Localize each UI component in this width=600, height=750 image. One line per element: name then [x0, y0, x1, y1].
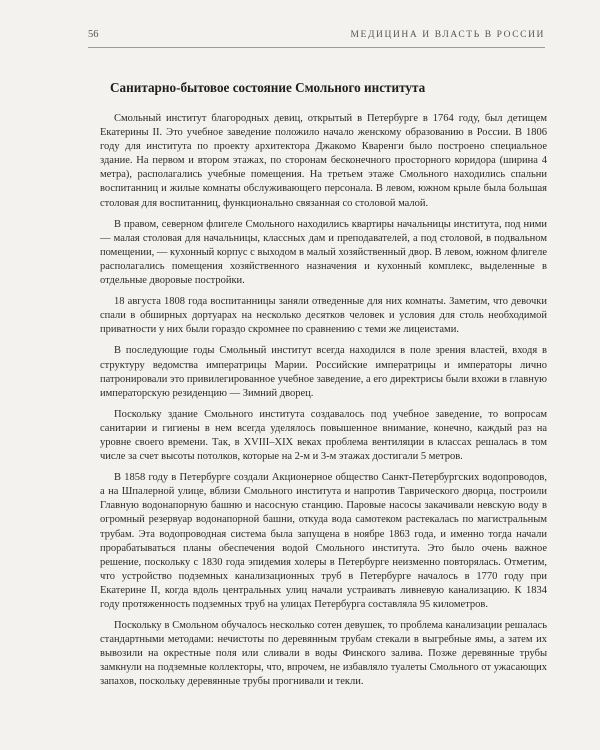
- section-title: Санитарно-бытовое состояние Смольного института: [110, 80, 426, 95]
- paragraph: 18 августа 1808 года воспитанницы заняли отведенные для них комнаты. Заметим, что девочки спали в обширных дортуарах на несколько десятков человек и условия для столь необходимой приватности у них были гораздо скромнее по сравнению с теми же лицеистами.: [100, 296, 547, 336]
- header-rule: [88, 47, 545, 48]
- running-head: [88, 29, 545, 45]
- paragraph: В 1858 году в Петербурге создали Акционерное общество Санкт-Петербургских водопроводов, а на Шпалерной улице, вблизи Смольного института и напротив Таврического дворца, построили Главную водонапорную башню и насосную станцию. Паровые насосы закачивали невскую воду в огромный резервуар водонапорной башни, откуда вода самотеком растекалась по магистральным трубам. Эта водопроводная система была запущена в ноябре 1863 года, и именно тогда начали прорабатываться планы обеспечения водой Смольного института. Это было очень важное решение, поскольку с 1830 года эпидемия холеры в Петербурге неизменно повторялась. Отметим, что устройство подземных канализационных труб в Петербурге началось в 1770 году при Екатерине II, когда вдоль центральных улиц начали устраивать ливневую канализацию. К 1834 году протяженность подземных труб на улицах Петербурга составляла 95 километров.: [100, 472, 547, 610]
- paragraph: В последующие годы Смольный институт всегда находился в поле зрения властей, входя в структуру ведомства императрицы Марии. Российские императрицы и императоры лично патронировали это привилегированное учебное заведение, а его директрисы были вхожи в главную императорскую резиденцию — Зимний дворец.: [100, 345, 547, 399]
- main-text: [100, 80, 547, 697]
- page-number: 56: [88, 29, 99, 40]
- paragraph: Поскольку здание Смольного института создавалось под учебное заведение, то вопросам санитарии и гигиены в нем всегда уделялось повышенное внимание, конечно, каждый раз на уровне своего времени. Так, в XVIII–XIX веках проблема вентиляции в классах решалась в том числе за счет высоты потолков, которые на 2-м и 3-м этажах достигали 5 метров.: [100, 408, 547, 463]
- paragraph: В правом, северном флигеле Смольного находились квартиры начальницы института, под ними — малая столовая для начальницы, классных дам и преподавателей, а под столовой, в подвальном помещении, — кухонный корпус с выходом в малый хозяйственный двор. В левом, южном флигеле располагались помещения хозяйственного назначения и кухонный комплекс, выделенные в отдельные дворовые постройки.: [100, 218, 547, 287]
- running-title: МЕДИЦИНА И ВЛАСТЬ В РОССИИ: [350, 30, 545, 40]
- paragraph: Смольный институт благородных девиц, открытый в Петербурге в 1764 году, был детищем Екатерины II. Это учебное заведение положило начало женскому образованию в России. В 1806 году для института по проекту архитектора Джакомо Кваренги было построено специальное здание. На первом и втором этажах, по сторонам бесконечного просторного коридора (ширина 4 метра), располагались учебные помещения. На третьем этаже Смольного находились спальни воспитанниц и жилые комнаты обслуживающего персонала. В левом, южном крыле была большая столовая для воспитанниц, функционально связанная со столовой малой.: [100, 113, 547, 209]
- paragraph: Поскольку в Смольном обучалось несколько сотен девушек, то проблема канализации решалась стандартными методами: нечистоты по деревянным трубам стекали в выгребные ямы, а затем их вывозили на окрестные поля или сливали в воды Финского залива. Позже деревянные трубы замкнули на подземные коллекторы, что, впрочем, не избавляло туалеты Смольного от ужасающих запахов, поскольку деревянные трубы прогнивали и текли.: [100, 620, 547, 688]
